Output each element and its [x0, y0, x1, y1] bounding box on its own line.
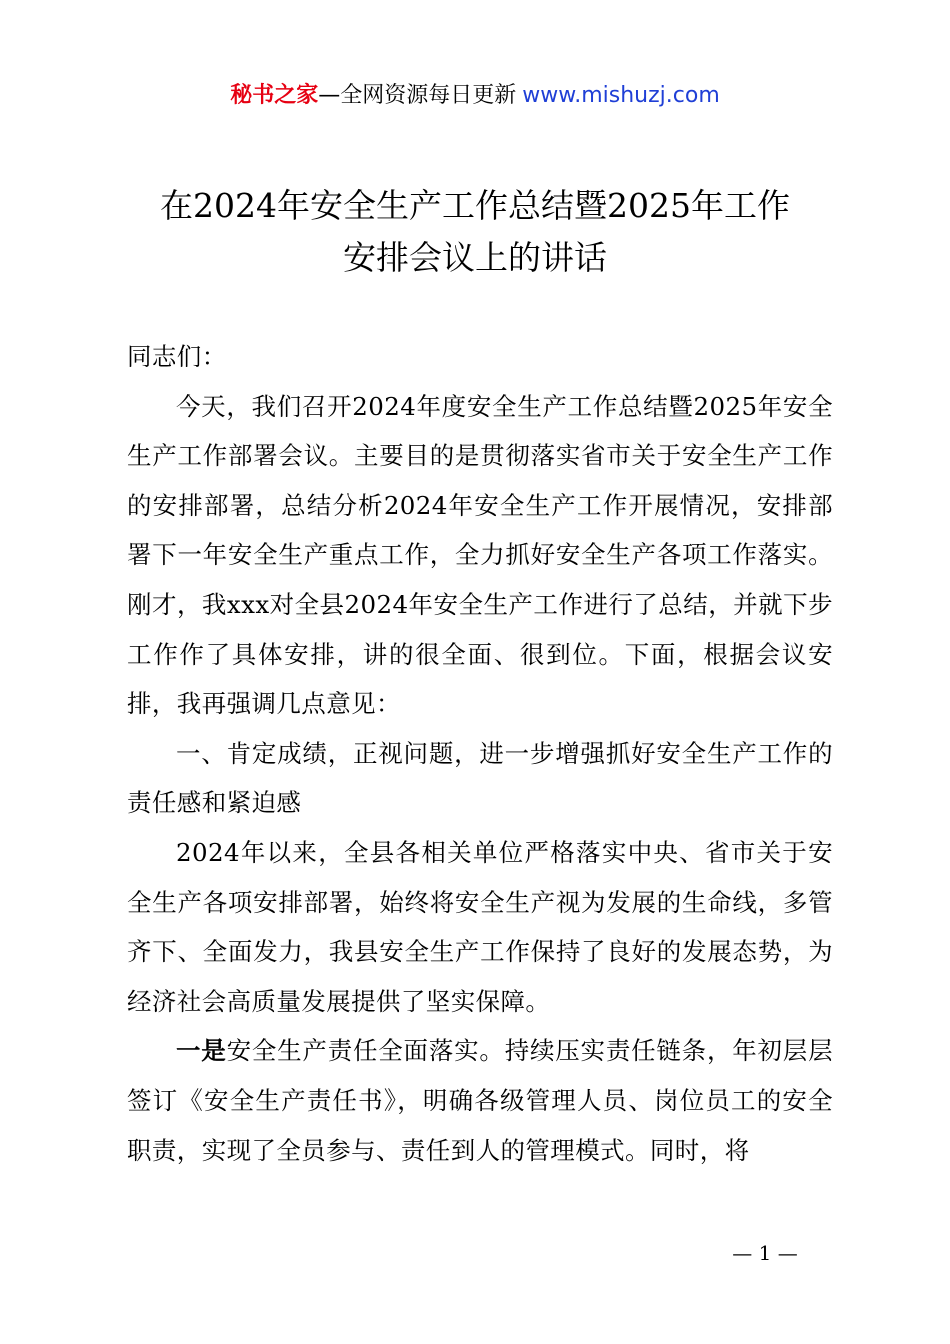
- site-link[interactable]: www.mishuzj.com: [522, 83, 720, 108]
- header-slogan: —全网资源每日更新: [318, 83, 517, 108]
- title-line-1: 在2024年安全生产工作总结暨2025年工作: [160, 186, 790, 225]
- point-1-text: 安全生产责任全面落实。持续压实责任链条，年初层层签订《安全生产责任书》，明确各级管理人员、岗位员工的安全职责，实现了全员参与、责任到人的管理模式。同时，将: [127, 1036, 833, 1165]
- site-header: [0, 80, 950, 112]
- title-line-2: 安排会议上的讲话: [343, 238, 607, 277]
- salutation: 同志们：: [127, 342, 227, 371]
- section-heading-1: 一、肯定成绩，正视问题，进一步增强抓好安全生产工作的责任感和紧迫感: [127, 738, 833, 818]
- document-body: [127, 332, 833, 1175]
- paragraph-achievements: 2024年以来，全县各相关单位严格落实中央、省市关于安全生产各项安排部署，始终将安全生产视为发展的生命线，多管齐下、全面发力，我县安全生产工作保持了良好的发展态势，为经济社会高质量发展提供了坚实保障。: [127, 837, 833, 1016]
- paragraph-point-1: [127, 1026, 833, 1175]
- paragraph-intro: 今天，我们召开2024年度安全生产工作总结暨2025年安全生产工作部署会议。主要目的是贯彻落实省市关于安全生产工作的安排部署，总结分析2024年安全生产工作开展情况，安排部署下一年安全生产重点工作，全力抓好安全生产各项工作落实。刚才，我xxx对全县2024年安全生产工作进行了总结，并就下步工作作了具体安排，讲的很全面、很到位。下面，根据会议安排，我再强调几点意见：: [127, 391, 833, 719]
- point-1-lead: 一是: [176, 1036, 227, 1066]
- page-number: — 1 —: [732, 1241, 798, 1265]
- brand-name: 秘书之家: [230, 83, 319, 108]
- document-title: [100, 180, 850, 284]
